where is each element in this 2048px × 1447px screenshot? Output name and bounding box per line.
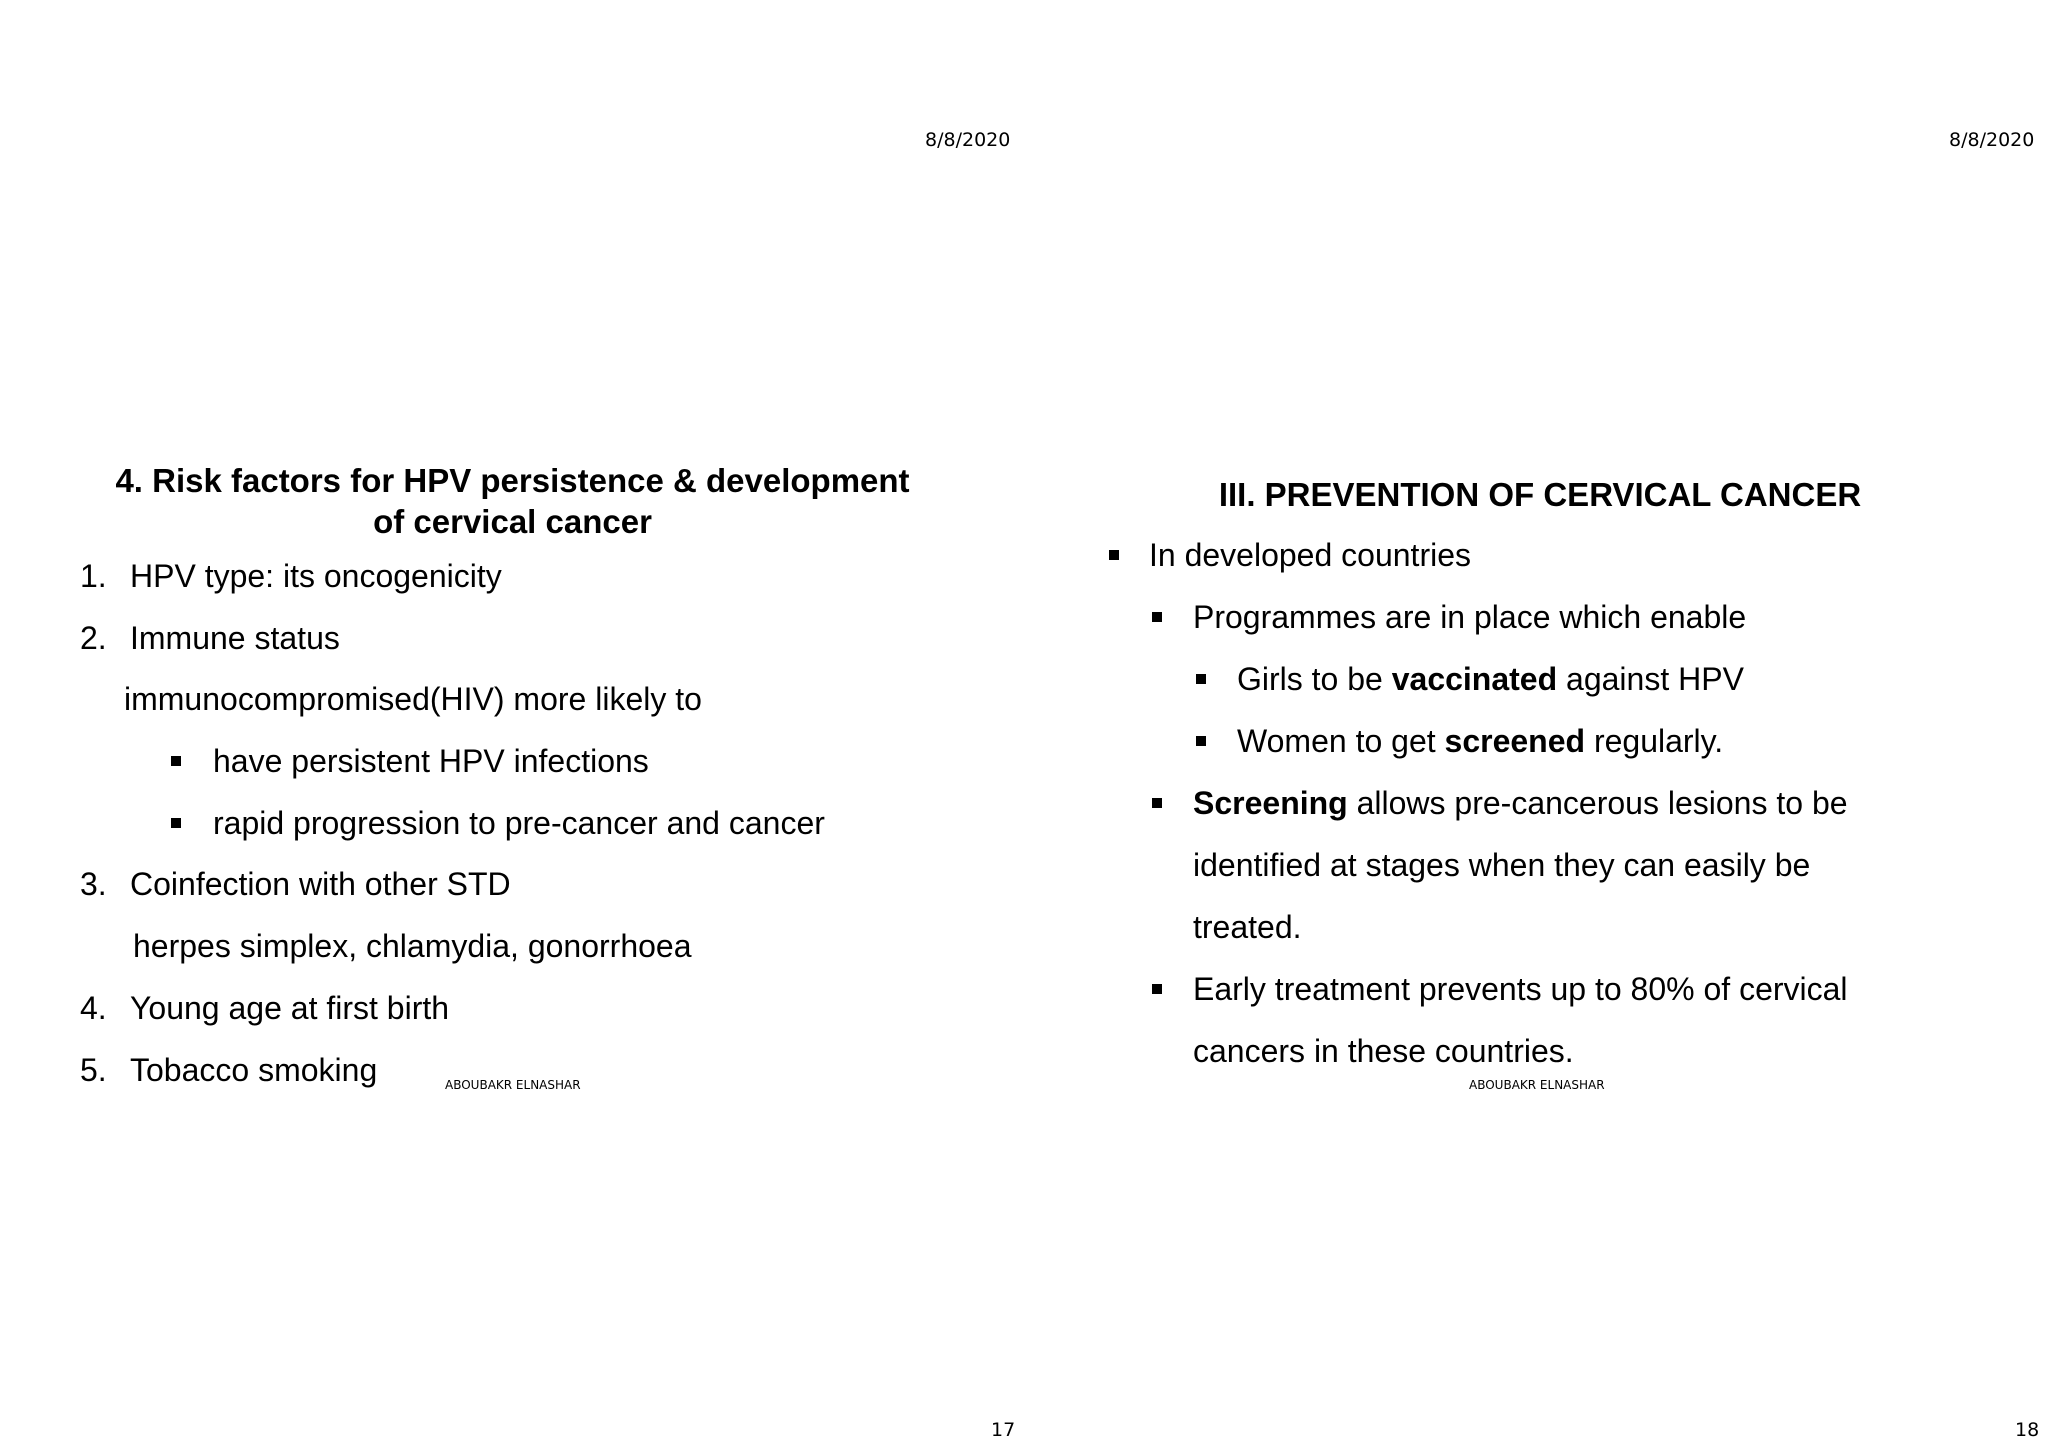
item-subtext: herpes simplex, chlamydia, gonorrhoea	[133, 928, 692, 964]
slide-footer: ABOUBAKR ELNASHAR	[1469, 1078, 1605, 1092]
bullet-item-text: Screening allows pre-cancerous lesions to be	[1193, 785, 1848, 821]
bullet-icon	[1196, 674, 1206, 684]
numbered-item-number: 4.	[80, 990, 107, 1026]
numbered-item-text: Young age at first birth	[130, 990, 450, 1026]
page-number: 17	[991, 1419, 1016, 1441]
bullet-item-text: Early treatment prevents up to 80% of cervical	[1193, 971, 1848, 1007]
bullet-item-text: Women to get screened regularly.	[1237, 723, 1724, 759]
bullet-icon	[1109, 550, 1119, 560]
slide-title-line: 4. Risk factors for HPV persistence & development	[115, 462, 910, 499]
item-subtext: immunocompromised(HIV) more likely to	[124, 681, 702, 717]
bullet-item-text: In developed countries	[1149, 537, 1471, 573]
bullet-icon	[171, 756, 181, 766]
slide-date: 8/8/2020	[925, 129, 1011, 151]
numbered-item-text: HPV type: its oncogenicity	[130, 558, 502, 594]
numbered-item-number: 2.	[80, 620, 107, 656]
numbered-item-number: 1.	[80, 558, 107, 594]
numbered-item-number: 3.	[80, 866, 107, 902]
page-number: 18	[2015, 1419, 2040, 1441]
bullet-item-text: Girls to be vaccinated against HPV	[1237, 661, 1744, 697]
bullet-icon	[1152, 984, 1162, 994]
slide-title: III. PREVENTION OF CERVICAL CANCER	[1218, 476, 1862, 513]
slide-title-line: of cervical cancer	[373, 503, 652, 540]
slide-title	[60, 460, 965, 542]
bullet-item-text: have persistent HPV infections	[213, 743, 649, 779]
slide-date: 8/8/2020	[1949, 129, 2035, 151]
bullet-icon	[171, 818, 181, 828]
bullet-item-continuation: cancers in these countries.	[1193, 1033, 1574, 1069]
slide-footer: ABOUBAKR ELNASHAR	[445, 1078, 581, 1092]
numbered-item-number: 5.	[80, 1052, 107, 1088]
bullet-icon	[1152, 612, 1162, 622]
numbered-item-text: Tobacco smoking	[130, 1052, 378, 1088]
bullet-item-continuation: treated.	[1193, 909, 1302, 945]
numbered-item-text: Immune status	[130, 620, 340, 656]
bullet-item-text: rapid progression to pre-cancer and cancer	[213, 805, 825, 841]
bullet-icon	[1196, 736, 1206, 746]
bullet-icon	[1152, 798, 1162, 808]
numbered-item-text: Coinfection with other STD	[130, 866, 511, 902]
bullet-item-text: Programmes are in place which enable	[1193, 599, 1747, 635]
bullet-item-continuation: identified at stages when they can easily be	[1193, 847, 1811, 883]
